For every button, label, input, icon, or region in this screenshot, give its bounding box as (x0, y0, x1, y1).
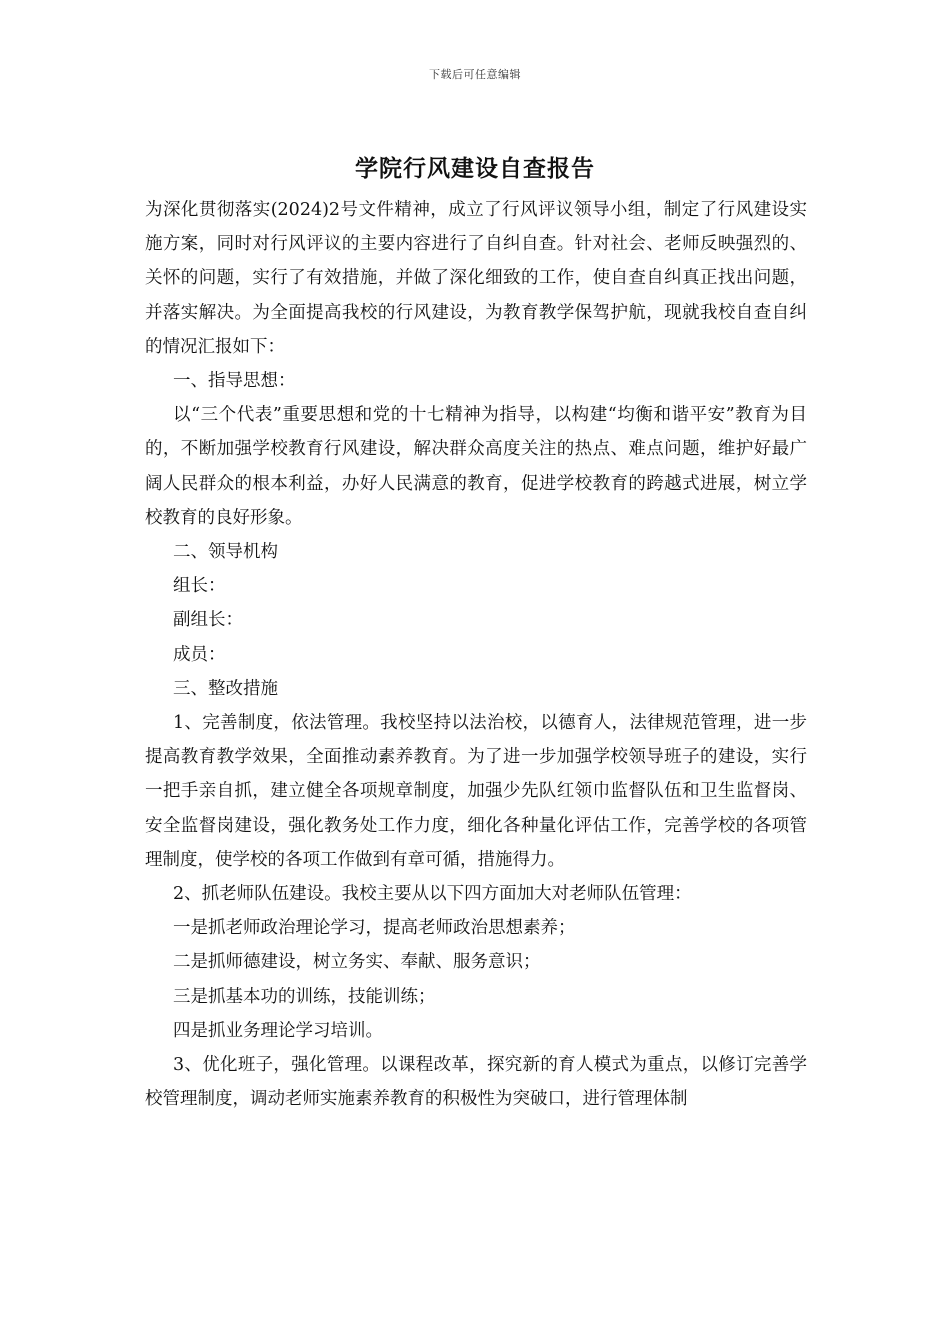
intro-paragraph: 为深化贯彻落实(2024)2号文件精神，成立了行风评议领导小组，制定了行风建设实施方案，同时对行风评议的主要内容进行了自纠自查。针对社会、老师反映强烈的、关怀的问题，实行了有效措施，并做了深化细致的工作，使自查自纠真正找出问题，并落实解决。为全面提高我校的行风建设，为教育教学保驾护航，现就我校自查自纠的情况汇报如下： (145, 200, 807, 357)
header-note: 下载后可任意编辑 (429, 68, 521, 81)
measure-2-item-1: 一是抓老师政治理论学习，提高老师政治思想素养； (173, 918, 576, 939)
document-title: 学院行风建设自查报告 (355, 155, 595, 182)
measure-2-item-3: 三是抓基本功的训练，技能训练； (173, 986, 436, 1007)
measure-2-item-4: 四是抓业务理论学习培训。 (173, 1020, 383, 1041)
measure-2-paragraph: 2、抓老师队伍建设。我校主要从以下四方面加大对老师队伍管理： (173, 884, 692, 905)
section-heading-guiding-ideology: 一、指导思想： (173, 371, 296, 392)
measure-1-paragraph: 1、完善制度，依法管理。我校坚持以法治校，以德育人，法律规范管理，进一步提高教育教学效果，全面推动素养教育。为了进一步加强学校领导班子的建设，实行一把手亲自抓，建立健全各项规章制度，加强少先队红领巾监督队伍和卫生监督岗、安全监督岗建设，强化教务处工作力度，细化各种量化评估工作，完善学校的各项管理制度，使学校的各项工作做到有章可循，措施得力。 (145, 713, 807, 870)
section-heading-leadership: 二、领导机构 (173, 542, 278, 563)
deputy-leader-line: 副组长： (173, 610, 243, 631)
leader-line: 组长： (173, 576, 226, 597)
guiding-ideology-paragraph: 以“三个代表”重要思想和党的十七精神为指导，以构建“均衡和谐平安”教育为目的，不断加强学校教育行风建设，解决群众高度关注的热点、难点问题，维护好最广阔人民群众的根本利益，办好人民满意的教育，促进学校教育的跨越式进展，树立学校教育的良好形象。 (145, 405, 807, 528)
measure-2-item-2: 二是抓师德建设，树立务实、奉献、服务意识； (173, 952, 541, 973)
document-body (145, 193, 807, 1116)
measure-3-paragraph: 3、优化班子，强化管理。以课程改革，探究新的育人模式为重点，以修订完善学校管理制度，调动老师实施素养教育的积极性为突破口，进行管理体制 (145, 1055, 807, 1110)
section-heading-rectification: 三、整改措施 (173, 678, 278, 699)
members-line: 成员： (173, 644, 226, 665)
